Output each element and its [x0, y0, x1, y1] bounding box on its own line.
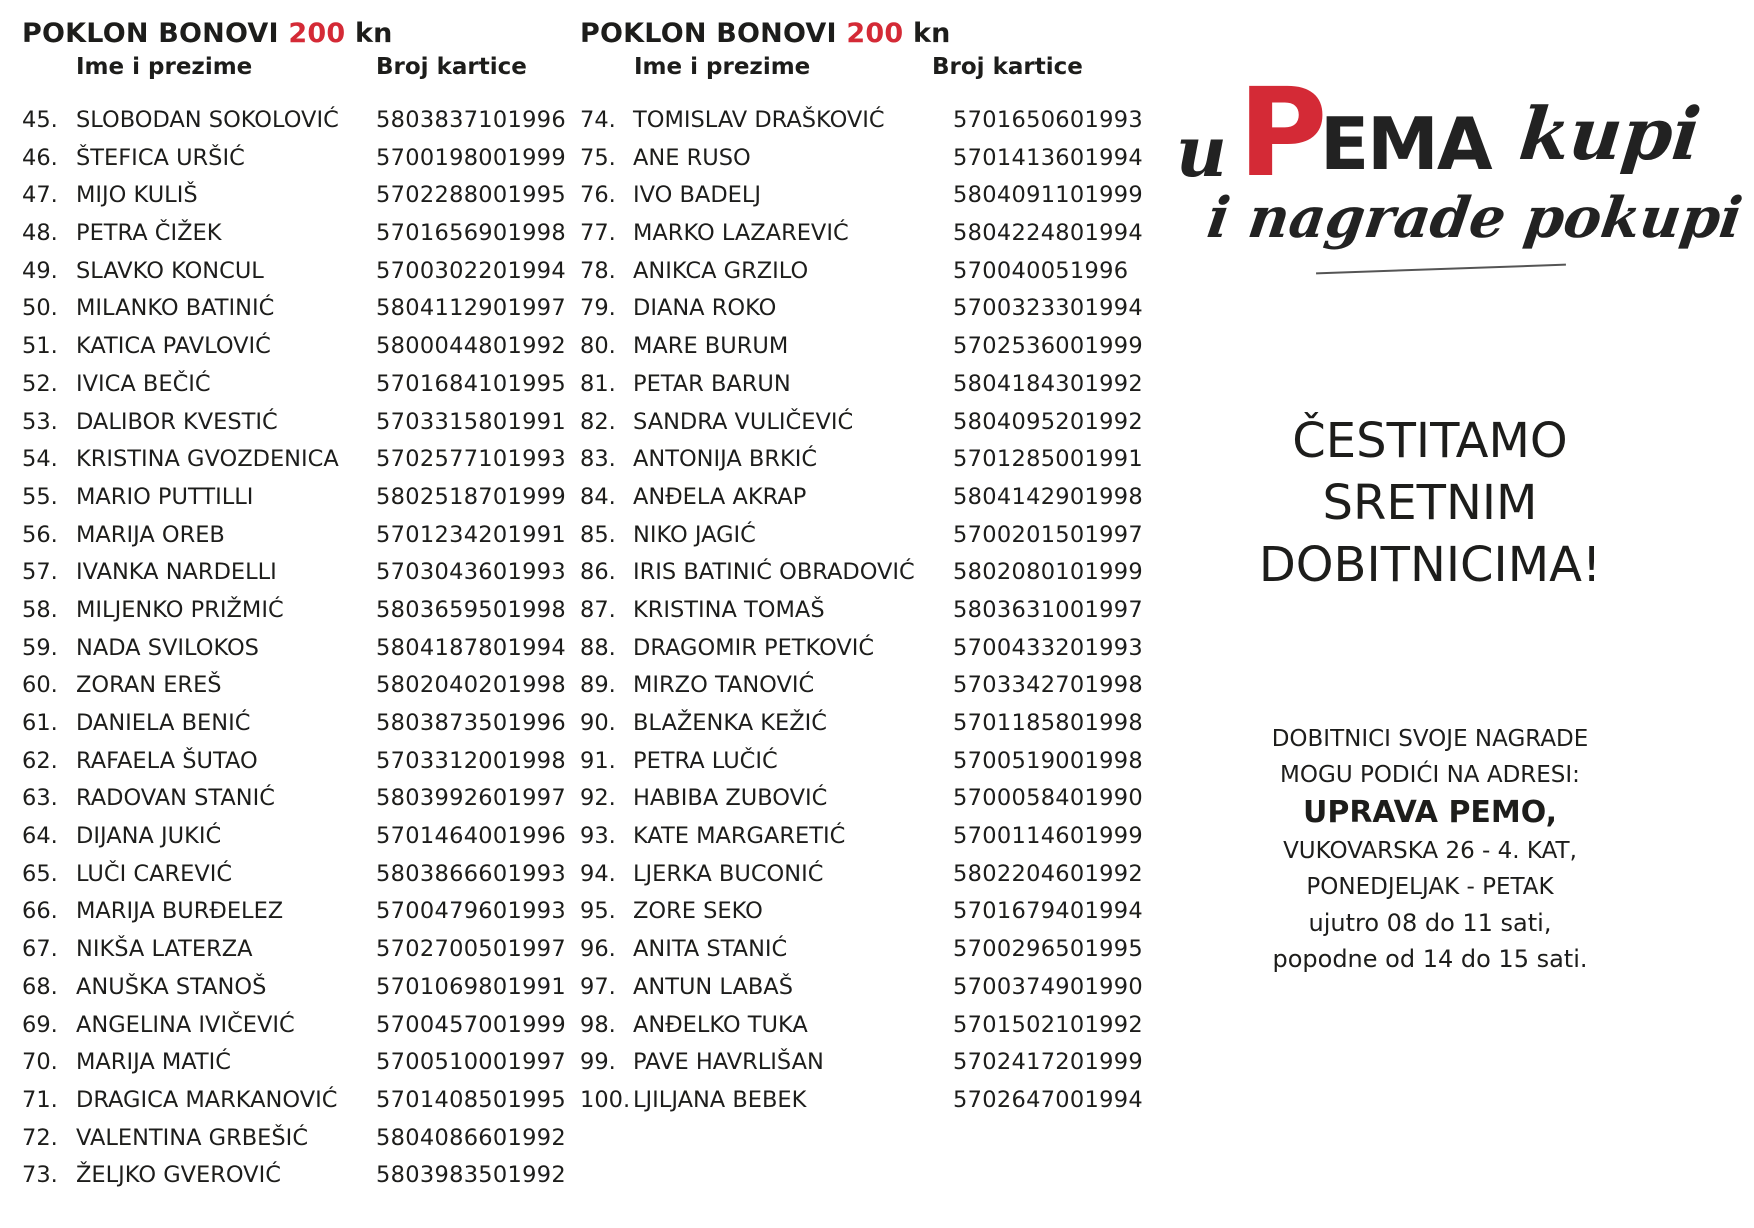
- winner-row: [580, 328, 1143, 366]
- congrats-line: DOBITNICIMA!: [1258, 537, 1602, 593]
- winner-number: 64.: [22, 823, 58, 850]
- winner-number: 79.: [580, 295, 616, 322]
- info-address: VUKOVARSKA 26 - 4. KAT,: [1283, 838, 1577, 864]
- winner-row: [580, 630, 1143, 668]
- heading-text: POKLON BONOVI: [580, 18, 837, 49]
- winner-name: KRISTINA TOMAŠ: [633, 596, 825, 623]
- column-headers: [580, 52, 1140, 82]
- winner-card-number: 5804112901997: [376, 295, 566, 322]
- winner-number: 65.: [22, 860, 58, 887]
- winner-number: 52.: [22, 370, 58, 397]
- winner-row: [22, 517, 582, 555]
- winner-name: TOMISLAV DRAŠKOVIĆ: [633, 107, 885, 133]
- winner-name: MARIO PUTTILLI: [76, 483, 254, 510]
- winner-card-number: 5803873501996: [376, 710, 566, 736]
- winner-row: [580, 1082, 1143, 1120]
- winner-name: ANITA STANIĆ: [633, 936, 788, 963]
- winner-row: [580, 517, 1143, 555]
- winner-number: 50.: [22, 295, 58, 322]
- winner-card-number: 5700519001998: [953, 747, 1143, 774]
- winner-name: ZORE SEKO: [633, 898, 763, 925]
- logo-brush-stroke: [1316, 264, 1566, 275]
- info-afternoon-hours: popodne od 14 do 15 sati.: [1272, 945, 1588, 973]
- winner-number: 63.: [22, 785, 58, 812]
- winner-number: 70.: [22, 1049, 58, 1076]
- winner-row: [580, 290, 1143, 328]
- winner-row: [22, 780, 582, 818]
- heading-amount: 200: [846, 18, 904, 49]
- winner-number: 61.: [22, 710, 58, 736]
- winner-name: NADA SVILOKOS: [76, 634, 259, 661]
- winner-number: 59.: [22, 634, 58, 661]
- winner-number: 49.: [22, 257, 58, 284]
- winner-name: ANĐELA AKRAP: [633, 483, 807, 510]
- winner-card-number: 5700198001999: [376, 144, 566, 171]
- winners-rows: [580, 102, 1143, 1120]
- winner-row: [22, 931, 582, 969]
- winner-name: NIKO JAGIĆ: [633, 521, 756, 548]
- winner-row: [22, 554, 582, 592]
- winner-name: DRAGOMIR PETKOVIĆ: [633, 634, 875, 661]
- winner-row: [22, 215, 582, 253]
- winner-card-number: 5701656901998: [376, 220, 566, 247]
- winner-row: [22, 441, 582, 479]
- winner-row: [22, 140, 582, 178]
- winner-card-number: 5802040201998: [376, 672, 566, 699]
- winner-number: 80.: [580, 333, 616, 360]
- congrats-line: SRETNIM: [1322, 475, 1538, 531]
- winner-row: [22, 743, 582, 781]
- winner-row: [22, 404, 582, 442]
- winner-card-number: 5701285001991: [953, 446, 1143, 473]
- winner-card-number: 5804184301992: [953, 370, 1143, 397]
- winner-row: [580, 969, 1143, 1007]
- winner-card-number: 5700510001997: [376, 1049, 566, 1076]
- winner-number: 53.: [22, 408, 58, 435]
- list-heading: [22, 16, 582, 52]
- winner-number: 99.: [580, 1049, 616, 1076]
- winner-name: DRAGICA MARKANOVIĆ: [76, 1086, 338, 1113]
- info-office: UPRAVA PEMO,: [1302, 795, 1558, 830]
- winner-card-number: 5703342701998: [953, 672, 1143, 699]
- winner-card-number: 5700201501997: [953, 521, 1143, 548]
- winner-row: [22, 177, 582, 215]
- winner-card-number: 5700374901990: [953, 973, 1143, 1000]
- winner-row: [580, 140, 1143, 178]
- winner-row: [22, 705, 582, 743]
- winner-number: 78.: [580, 257, 616, 284]
- winner-name: ANE RUSO: [633, 144, 751, 171]
- winner-name: IVANKA NARDELLI: [76, 559, 277, 586]
- congratulations-message: [1230, 410, 1630, 596]
- winner-name: MARE BURUM: [633, 333, 789, 360]
- winner-row: [580, 554, 1143, 592]
- winner-row: [580, 856, 1143, 894]
- winner-card-number: 5702417201999: [953, 1049, 1143, 1076]
- winner-name: ŠTEFICA URŠIĆ: [76, 144, 245, 171]
- winner-card-number: 5804091101999: [953, 182, 1143, 209]
- winner-row: [580, 177, 1143, 215]
- winner-card-number: 5702700501997: [376, 936, 566, 963]
- winner-row: [580, 667, 1143, 705]
- winner-name: DALIBOR KVESTIĆ: [76, 408, 278, 435]
- winner-row: [22, 630, 582, 668]
- winner-number: 62.: [22, 747, 58, 774]
- column-header-name: Ime i prezime: [634, 54, 811, 80]
- winner-card-number: 5700058401990: [953, 785, 1143, 812]
- winner-name: MARIJA MATIĆ: [76, 1049, 232, 1076]
- winner-card-number: 5803992601997: [376, 785, 566, 812]
- winner-name: ANTONIJA BRKIĆ: [633, 446, 818, 473]
- winner-name: MIRZO TANOVIĆ: [633, 672, 815, 699]
- winners-list-left: [22, 16, 582, 1189]
- column-headers: [22, 52, 582, 82]
- winner-card-number: 5701234201991: [376, 521, 566, 548]
- winner-number: 86.: [580, 559, 616, 586]
- winner-card-number: 5803983501992: [376, 1162, 566, 1189]
- winner-row: [22, 253, 582, 291]
- winner-row: [580, 1007, 1143, 1045]
- logo-kupi: kupi: [1515, 91, 1705, 176]
- winner-name: MILANKO BATINIĆ: [76, 295, 275, 322]
- winner-card-number: 5804187801994: [376, 634, 566, 661]
- winner-name: IRIS BATINIĆ OBRADOVIĆ: [633, 559, 915, 586]
- winner-card-number: 5701413601994: [953, 144, 1143, 171]
- winner-card-number: 5702647001994: [953, 1086, 1143, 1113]
- winner-card-number: 5701185801998: [953, 710, 1143, 736]
- winner-card-number: 5703315801991: [376, 408, 566, 435]
- winner-number: 66.: [22, 898, 58, 925]
- winner-card-number: 5700433201993: [953, 634, 1143, 661]
- winner-name: MIJO KULIŠ: [76, 182, 198, 209]
- winner-number: 98.: [580, 1011, 616, 1038]
- winner-row: [22, 893, 582, 931]
- winner-card-number: 5700296501995: [953, 936, 1143, 963]
- pema-logo: [1168, 62, 1747, 292]
- winner-number: 96.: [580, 936, 616, 963]
- winner-name: SLAVKO KONCUL: [76, 257, 264, 284]
- winner-number: 67.: [22, 936, 58, 963]
- winner-row: [580, 743, 1143, 781]
- winner-card-number: 5702577101993: [376, 446, 566, 473]
- winner-row: [22, 479, 582, 517]
- winner-row: [580, 479, 1143, 517]
- logo-ema: EMA: [1320, 102, 1491, 186]
- winner-card-number: 5700302201994: [376, 257, 566, 284]
- winner-number: 76.: [580, 182, 616, 209]
- logo-u: u: [1176, 110, 1227, 193]
- winner-row: [580, 592, 1143, 630]
- winner-number: 87.: [580, 596, 616, 623]
- winner-row: [22, 969, 582, 1007]
- winner-number: 68.: [22, 973, 58, 1000]
- winner-card-number: 5804224801994: [953, 220, 1143, 247]
- winner-row: [22, 592, 582, 630]
- column-header-card: Broj kartice: [376, 54, 527, 80]
- winner-name: ZORAN EREŠ: [76, 672, 222, 699]
- winner-name: SANDRA VULIČEVIĆ: [633, 408, 854, 435]
- winner-card-number: 5700457001999: [376, 1011, 566, 1038]
- winner-row: [580, 366, 1143, 404]
- winner-card-number: 5803659501998: [376, 596, 566, 623]
- winner-name: DIJANA JUKIĆ: [76, 823, 222, 850]
- winner-number: 84.: [580, 483, 616, 510]
- winner-row: [580, 705, 1143, 743]
- winner-card-number: 5703312001998: [376, 747, 566, 774]
- winner-row: [22, 667, 582, 705]
- winner-name: LJERKA BUCONIĆ: [633, 860, 824, 887]
- winner-number: 71.: [22, 1086, 58, 1113]
- winner-name: PETRA ČIŽEK: [76, 220, 222, 247]
- winner-number: 58.: [22, 596, 58, 623]
- winner-name: MARIJA BURĐELEZ: [76, 898, 284, 925]
- winner-number: 88.: [580, 634, 616, 661]
- winner-name: PETRA LUČIĆ: [633, 747, 778, 774]
- winner-name: ŽELJKO GVEROVIĆ: [76, 1162, 281, 1189]
- winner-number: 85.: [580, 521, 616, 548]
- winner-card-number: 5701069801991: [376, 973, 566, 1000]
- winner-name: MILJENKO PRIŽMIĆ: [76, 596, 284, 623]
- heading-amount: 200: [288, 18, 346, 49]
- winner-name: SLOBODAN SOKOLOVIĆ: [76, 107, 339, 133]
- winner-row: [580, 931, 1143, 969]
- winner-number: 100.: [580, 1086, 631, 1113]
- winner-row: [580, 893, 1143, 931]
- winner-number: 81.: [580, 370, 616, 397]
- winner-card-number: 5700479601993: [376, 898, 566, 925]
- winner-row: [580, 102, 1143, 140]
- winner-row: [22, 1157, 582, 1195]
- winner-name: ANGELINA IVIČEVIĆ: [76, 1011, 295, 1038]
- winner-row: [22, 366, 582, 404]
- winner-name: LUČI CAREVIĆ: [76, 860, 233, 887]
- winner-name: ANIKCA GRZILO: [633, 257, 809, 284]
- winner-row: [22, 1120, 582, 1158]
- winner-name: HABIBA ZUBOVIĆ: [633, 785, 828, 812]
- winner-number: 93.: [580, 823, 616, 850]
- winner-card-number: 5802204601992: [953, 860, 1143, 887]
- winner-row: [22, 1007, 582, 1045]
- winner-card-number: 5804086601992: [376, 1124, 566, 1151]
- winner-row: [22, 856, 582, 894]
- winner-name: PETAR BARUN: [633, 370, 791, 397]
- winner-card-number: 5701684101995: [376, 370, 566, 397]
- pickup-info: [1230, 721, 1630, 977]
- winner-card-number: 570040051996: [953, 257, 1129, 284]
- winner-card-number: 5803866601993: [376, 860, 566, 887]
- winner-name: MARKO LAZAREVIĆ: [633, 220, 849, 247]
- winner-row: [22, 328, 582, 366]
- winner-number: 45.: [22, 107, 58, 133]
- winner-number: 77.: [580, 220, 616, 247]
- winner-number: 92.: [580, 785, 616, 812]
- winner-row: [22, 290, 582, 328]
- winner-card-number: 5803837101996: [376, 107, 566, 133]
- winner-row: [580, 818, 1143, 856]
- winner-name: PAVE HAVRLIŠAN: [633, 1049, 824, 1076]
- column-header-card: Broj kartice: [932, 54, 1083, 80]
- winner-number: 48.: [22, 220, 58, 247]
- winner-name: KATICA PAVLOVIĆ: [76, 333, 271, 360]
- winner-number: 51.: [22, 333, 58, 360]
- column-header-name: Ime i prezime: [76, 54, 253, 80]
- winner-card-number: 5701650601993: [953, 107, 1143, 133]
- winner-name: IVICA BEČIĆ: [76, 370, 211, 397]
- winner-row: [22, 818, 582, 856]
- winner-name: BLAŽENKA KEŽIĆ: [633, 710, 827, 736]
- heading-currency: kn: [912, 18, 951, 49]
- heading-text: POKLON BONOVI: [22, 18, 279, 49]
- winner-row: [580, 1044, 1143, 1082]
- winner-row: [580, 441, 1143, 479]
- info-morning-hours: ujutro 08 do 11 sati,: [1308, 909, 1552, 937]
- winner-row: [22, 1082, 582, 1120]
- winner-number: 55.: [22, 483, 58, 510]
- winner-row: [580, 404, 1143, 442]
- winner-name: DANIELA BENIĆ: [76, 710, 251, 736]
- winner-name: IVO BADELJ: [633, 182, 762, 209]
- winner-row: [22, 1044, 582, 1082]
- winner-number: 69.: [22, 1011, 58, 1038]
- winner-card-number: 5802080101999: [953, 559, 1143, 586]
- winner-card-number: 5700114601999: [953, 823, 1143, 850]
- winner-name: ANTUN LABAŠ: [633, 973, 793, 1000]
- list-heading: [580, 16, 1140, 52]
- winner-number: 46.: [22, 144, 58, 171]
- info-days: PONEDJELJAK - PETAK: [1306, 874, 1554, 900]
- winner-card-number: 5702288001995: [376, 182, 566, 209]
- winner-number: 75.: [580, 144, 616, 171]
- winner-name: RAFAELA ŠUTAO: [76, 747, 258, 774]
- winner-name: VALENTINA GRBEŠIĆ: [76, 1124, 309, 1151]
- winners-list-right: [580, 16, 1143, 1113]
- logo-p: P: [1238, 62, 1328, 204]
- winner-row: [580, 253, 1140, 291]
- winner-card-number: 5703043601993: [376, 559, 566, 586]
- winner-name: MARIJA OREB: [76, 521, 225, 548]
- winner-card-number: 5700323301994: [953, 295, 1143, 322]
- winner-name: KRISTINA GVOZDENICA: [76, 446, 339, 473]
- winner-row: [580, 780, 1143, 818]
- winner-number: 60.: [22, 672, 58, 699]
- winner-number: 90.: [580, 710, 616, 736]
- info-line: DOBITNICI SVOJE NAGRADE: [1271, 726, 1589, 752]
- winner-name: KATE MARGARETIĆ: [633, 823, 846, 850]
- winner-card-number: 5804142901998: [953, 483, 1143, 510]
- winner-name: DIANA ROKO: [633, 295, 777, 322]
- winner-card-number: 5701464001996: [376, 823, 566, 850]
- winner-card-number: 5803631001997: [953, 596, 1143, 623]
- info-line: MOGU PODIĆI NA ADRESI:: [1280, 762, 1580, 788]
- winner-number: 82.: [580, 408, 616, 435]
- winner-name: RADOVAN STANIĆ: [76, 785, 275, 812]
- winner-number: 57.: [22, 559, 58, 586]
- winner-number: 54.: [22, 446, 58, 473]
- logo-tagline: i nagrade pokupi: [1203, 185, 1747, 251]
- winner-card-number: 5802518701999: [376, 483, 566, 510]
- winner-number: 94.: [580, 860, 616, 887]
- winner-card-number: 5702536001999: [953, 333, 1143, 360]
- winner-number: 56.: [22, 521, 58, 548]
- heading-currency: kn: [354, 18, 393, 49]
- winner-number: 83.: [580, 446, 616, 473]
- winner-number: 89.: [580, 672, 616, 699]
- winner-row: [22, 102, 582, 140]
- winner-number: 73.: [22, 1162, 58, 1189]
- winner-row: [580, 215, 1143, 253]
- winner-name: NIKŠA LATERZA: [76, 936, 253, 963]
- winner-card-number: 5701679401994: [953, 898, 1143, 925]
- winner-name: ANUŠKA STANOŠ: [76, 973, 267, 1000]
- winner-card-number: 5701408501995: [376, 1086, 566, 1113]
- winners-rows: [22, 102, 582, 1195]
- winner-card-number: 5701502101992: [953, 1011, 1143, 1038]
- congrats-line: ČESTITAMO: [1292, 413, 1568, 469]
- winner-card-number: 5800044801992: [376, 333, 566, 360]
- winner-number: 91.: [580, 747, 616, 774]
- winner-number: 74.: [580, 107, 616, 133]
- winner-card-number: 5804095201992: [953, 408, 1143, 435]
- winner-name: LJILJANA BEBEK: [633, 1086, 807, 1113]
- winner-name: ANĐELKO TUKA: [633, 1011, 808, 1038]
- winner-number: 95.: [580, 898, 616, 925]
- winner-number: 47.: [22, 182, 58, 209]
- winner-number: 72.: [22, 1124, 58, 1151]
- winner-number: 97.: [580, 973, 616, 1000]
